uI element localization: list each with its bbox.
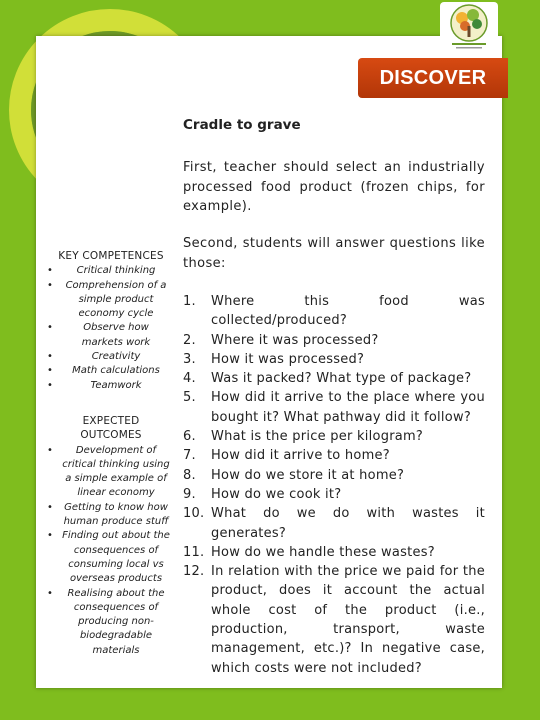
competence-item: • Critical thinking — [42, 264, 170, 278]
outcome-item: • Getting to know how human produce stuff — [42, 501, 170, 530]
question-item: 9. How do we cook it? — [183, 486, 342, 502]
page-title: Cradle to grave — [183, 117, 301, 133]
question-item: 2. Where it was processed? — [183, 332, 379, 348]
key-competences-box — [42, 249, 170, 393]
outcome-item: • Development of critical thinking using a simple example of linear economy — [42, 444, 170, 501]
competence-item: • Comprehension of a simple product economy cycle — [42, 279, 170, 322]
question-item: 6. What is the price per kilogram? — [183, 429, 424, 445]
question-item: 7. How did it arrive to home? — [183, 448, 390, 464]
expected-outcomes-heading: EXPECTED OUTCOMES — [80, 415, 142, 442]
question-item: 12. In relation with the price we paid for the product, does it account the actual whole cost of the product (i.e., production, transport, waste management, etc.)? In negative case, which costs were not included? — [183, 564, 485, 676]
question-item: 3. How it was processed? — [183, 351, 365, 367]
outcome-item: • Finding out about the consequences of consuming local vs overseas products — [42, 529, 170, 586]
question-item: 10. What do we do with wastes it generates? — [183, 506, 485, 541]
question-item: 11. How do we handle these wastes? — [183, 544, 435, 560]
question-item: 1. Where this food was collected/produced? — [183, 294, 485, 329]
intro-paragraph-1: First, teacher should select an industrially processed food product (frozen chips, for example). — [183, 160, 485, 214]
competence-item: • Creativity — [42, 350, 170, 364]
expected-outcomes-list — [42, 444, 170, 658]
discover-banner: DISCOVER — [358, 58, 508, 98]
key-competences-list — [42, 264, 170, 393]
question-item: 5. How did it arrive to the place where you bought it? What pathway did it follow? — [183, 390, 485, 425]
outcome-item: • Realising about the consequences of producing non-biodegradable materials — [42, 587, 170, 658]
question-list — [183, 292, 485, 678]
intro-paragraph-2: Second, students will answer questions like those: — [183, 236, 485, 271]
competence-item: • Teamwork — [42, 379, 170, 393]
expected-outcomes-box — [42, 414, 170, 658]
question-item: 4. Was it packed? What type of package? — [183, 371, 472, 387]
competence-item: • Math calculations — [42, 364, 170, 378]
key-competences-heading: KEY COMPETENCES — [58, 250, 164, 262]
question-item: 8. How do we store it at home? — [183, 467, 405, 483]
competence-item: • Observe how markets work — [42, 321, 170, 350]
tree-logo-icon — [440, 2, 498, 52]
